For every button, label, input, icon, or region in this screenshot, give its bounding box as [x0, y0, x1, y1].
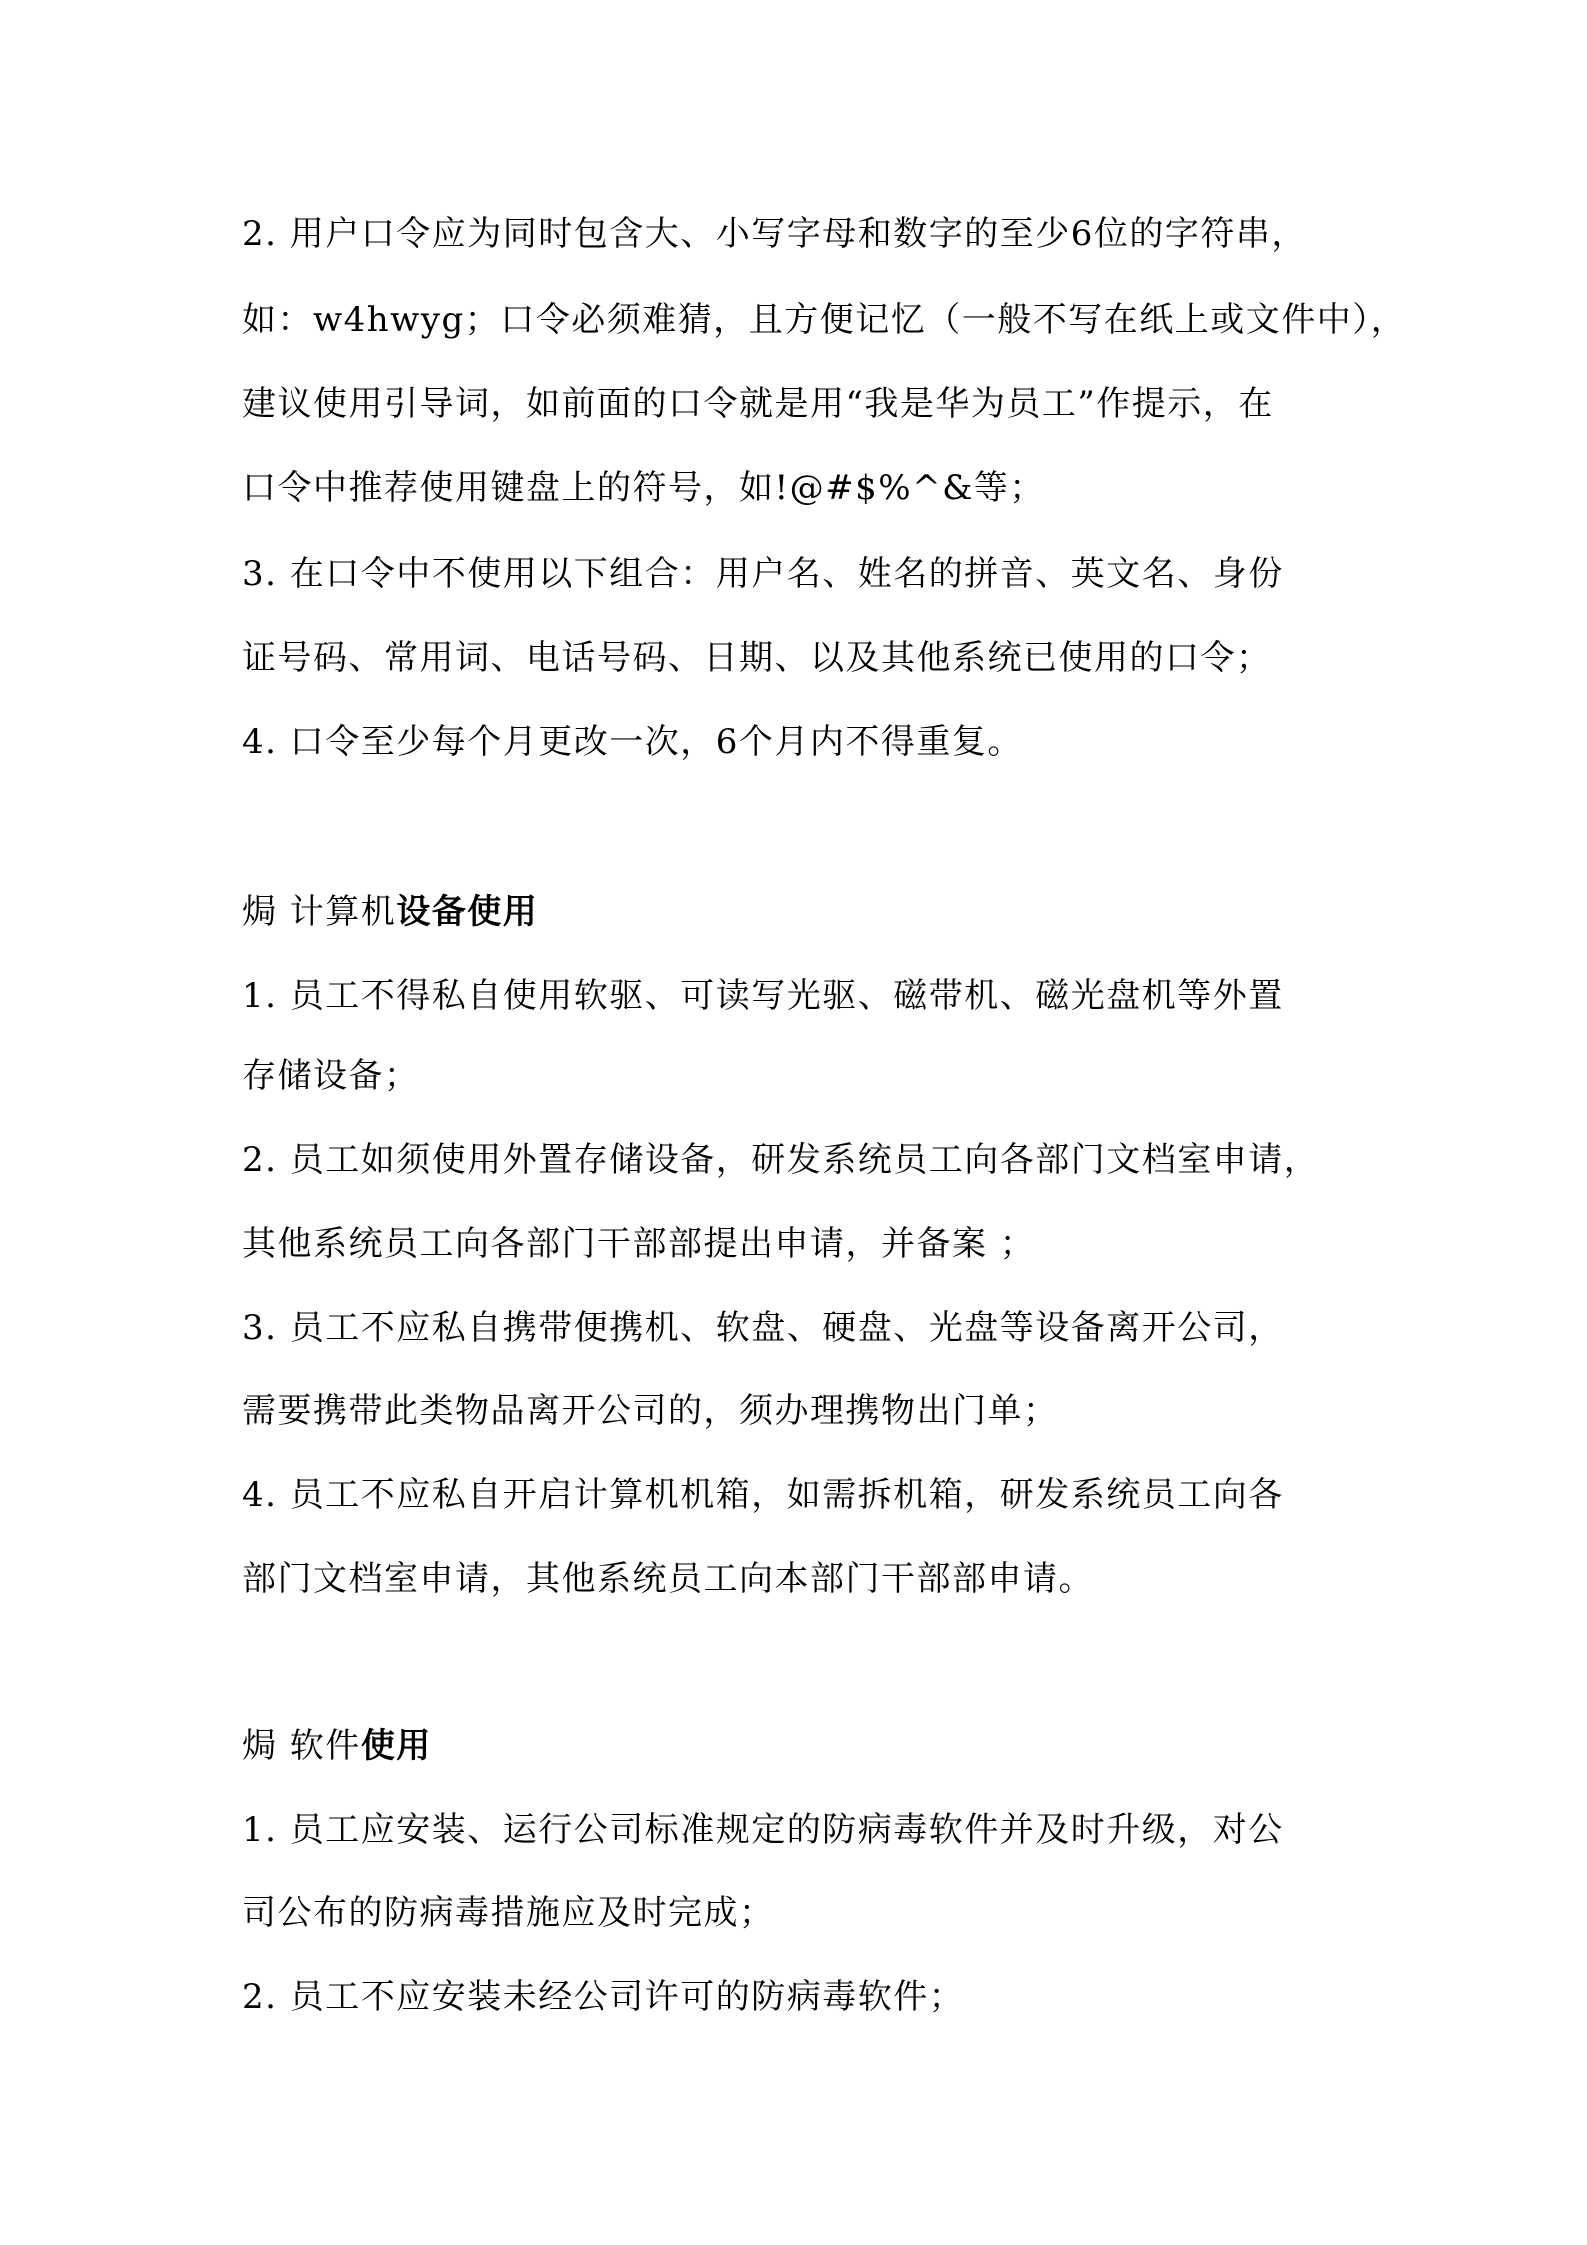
paragraph-line: 3. 员工不应私自携带便携机、软盘、硬盘、光盘等设备离开公司， — [242, 1308, 1284, 1348]
paragraph-line: 其他系统员工向各部门干部部提出申请，并备案 ； — [242, 1224, 1036, 1264]
paragraph-line: 司公布的防病毒措施应及时完成； — [242, 1893, 775, 1933]
heading-prefix: 焗 计算机 — [242, 892, 397, 932]
section-heading-device — [242, 890, 538, 934]
paragraph-line: 部门文档室申请，其他系统员工向本部门干部部申请。 — [242, 1559, 1094, 1599]
paragraph-line: 1. 员工应安装、运行公司标准规定的防病毒软件并及时升级，对公 — [242, 1810, 1284, 1850]
paragraph-line: 口令中推荐使用键盘上的符号，如!@#$%^&等； — [242, 468, 1045, 508]
paragraph-line: 如：w4hwyg；口令必须难猜，且方便记忆（一般不写在纸上或文件中）， — [242, 300, 1407, 340]
heading-bold: 使用 — [360, 1726, 432, 1766]
paragraph-line: 2. 员工如须使用外置存储设备，研发系统员工向各部门文档室申请， — [242, 1140, 1320, 1180]
paragraph-line: 4. 口令至少每个月更改一次，6个月内不得重复。 — [242, 722, 1023, 762]
paragraph-line: 存储设备； — [242, 1056, 420, 1096]
paragraph-line: 建议使用引导词，如前面的口令就是用“我是华为员工”作提示，在 — [242, 384, 1274, 424]
paragraph-line: 4. 员工不应私自开启计算机机箱，如需拆机箱，研发系统员工向各 — [242, 1475, 1284, 1515]
paragraph-line: 1. 员工不得私自使用软驱、可读写光驱、磁带机、磁光盘机等外置 — [242, 976, 1284, 1016]
paragraph-line: 需要携带此类物品离开公司的，须办理携物出门单； — [242, 1391, 1059, 1431]
heading-bold: 设备使用 — [396, 892, 539, 932]
heading-prefix: 焗 软件 — [242, 1726, 361, 1766]
paragraph-line: 证号码、常用词、电话号码、日期、以及其他系统已使用的口令； — [242, 638, 1272, 678]
paragraph-line: 2. 员工不应安装未经公司许可的防病毒软件； — [242, 1977, 965, 2017]
paragraph-line: 2. 用户口令应为同时包含大、小写字母和数字的至少6位的字符串， — [242, 214, 1307, 254]
section-heading-software — [242, 1724, 432, 1768]
paragraph-line: 3. 在口令中不使用以下组合：用户名、姓名的拼音、英文名、身份 — [242, 554, 1284, 594]
